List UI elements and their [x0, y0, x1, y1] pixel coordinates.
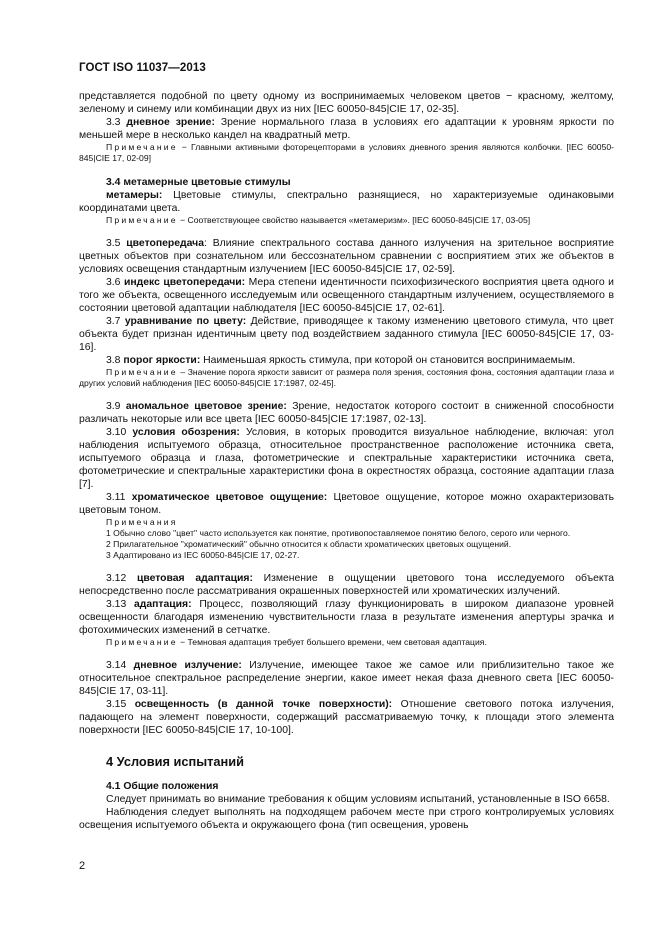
paragraph	[79, 793, 614, 806]
paragraph-text: Зрение нормального глаза в условиях его адаптации к уровням яркости по меньшей мере в несколько кандел на квадратный метр.	[79, 117, 614, 141]
clause-number: 3.3	[106, 117, 127, 128]
term: адаптация:	[133, 599, 192, 610]
paragraph-text: Отношение светового потока излучения, падающего на элемент поверхности, содержащий рассматриваемую точку, к площади этого элемента поверхности [IEC 60050-845|CIE 17, 10-100].	[79, 699, 614, 736]
paragraph-text: : Влияние спектрального состава данного излучения на зрительное восприятие цветных объектов при сознательном или бессознательном сравнении с восприятием этих же объектов в условиях освещения стандартным излучением [IEC 60050-845|CIE 17, 02-59].	[79, 238, 614, 275]
note-paragraph	[79, 517, 614, 528]
term: цветопередача	[126, 238, 204, 249]
page-number: 2	[79, 860, 86, 872]
paragraph	[79, 780, 614, 793]
term: индекс цветопередачи:	[123, 277, 246, 288]
clause-number: 3.12	[106, 573, 137, 584]
paragraph-text: Зрение, недостаток которого состоит в сниженной способности различать некоторые или все цвета [IEC 60050-845|CIE 17:1987, 02-13].	[79, 401, 614, 425]
note-label: Примечания	[106, 517, 178, 527]
note-label: Примечание	[106, 142, 178, 152]
document-body	[79, 90, 614, 832]
term: 3.4 метамерные цветовые стимулы	[106, 177, 291, 188]
paragraph-text: Мера степени идентичности психофизического восприятия цвета одного и того же объекта, освещенного исследуемым или освещенного стандартным излучением, осуществляемого в состоянии цветовой адаптации наблюдателя [IEC 60050-845|CIE 17, 02-61].	[79, 277, 614, 314]
clause-number: 3.11	[106, 492, 132, 503]
section-heading	[79, 755, 614, 768]
paragraph-text: Процесс, позволяющий глазу функционировать в широком диапазоне уровней освещенности благодаря изменению чувствительности глаза в результате изменения апертуры зрачка и фотохимических изменений в сетчатке.	[79, 599, 614, 636]
paragraph	[79, 400, 614, 426]
paragraph	[79, 572, 614, 598]
clause-number: 3.9	[106, 401, 126, 412]
paragraph	[79, 354, 614, 367]
paragraph-text: Действие, приводящее к такому изменению цветового стимула, что цвет объекта будет признан идентичным цвету под воздействием заданного стимула [IEC 60050-845|CIE 17, 03-16].	[79, 316, 614, 353]
term: цветовая адаптация:	[136, 573, 253, 584]
clause-number: 3.14	[106, 660, 134, 671]
clause-number: 3.5	[106, 238, 127, 249]
note-paragraph	[79, 367, 614, 389]
paragraph-text: Наблюдения следует выполнять на подходящем рабочем месте при строго контролируемых условиях освещения испытуемого объекта и окружающего фона (тип освещения, уровень	[79, 807, 614, 831]
paragraph-text: 2 Прилагательное "хроматический" обычно относится к области хроматических цветовых ощущений.	[106, 539, 512, 549]
paragraph-text: Изменение в ощущении цветового тона исследуемого объекта непосредственно после рассматривания окрашенных поверхностей или хроматических излучений.	[79, 573, 614, 597]
paragraph-text: − Темновая адаптация требует большего времени, чем световая адаптация.	[177, 637, 487, 647]
term: 4 Условия испытаний	[106, 754, 244, 769]
paragraph	[79, 276, 614, 315]
term: порог яркости:	[123, 355, 201, 366]
paragraph	[79, 237, 614, 276]
note-paragraph	[79, 539, 614, 550]
term: метамеры:	[106, 190, 163, 201]
paragraph-text: представляется подобной по цвету одному из воспринимаемых человеком цветов − красному, желтому, зеленому и синему или комбинации двух из них [IEC 60050-845|CIE 17, 02-35].	[79, 91, 614, 115]
clause-number: 3.8	[106, 355, 124, 366]
term: освещенность (в данной точке поверхности):	[134, 699, 393, 710]
term: аномальное цветовое зрение:	[125, 401, 287, 412]
page-header: ГОСТ ISO 11037—2013	[79, 62, 206, 74]
note-label: Примечание	[106, 215, 178, 225]
paragraph-text: Наименьшая яркость стимула, при которой он становится воспринимаемым.	[200, 355, 576, 366]
clause-number: 3.15	[106, 699, 135, 710]
clause-number: 3.6	[106, 277, 124, 288]
paragraph	[79, 116, 614, 142]
paragraph	[79, 806, 614, 832]
note-paragraph	[79, 142, 614, 164]
paragraph	[79, 491, 614, 517]
paragraph-text: Цветовые стимулы, спектрально разнящиеся, но характеризуемые одинаковыми координатами цвета.	[79, 190, 614, 214]
paragraph-text: Цветовое ощущение, которое можно охарактеризовать цветовым тоном.	[79, 492, 615, 516]
term: хроматическое цветовое ощущение:	[131, 492, 328, 503]
note-paragraph	[79, 550, 614, 561]
paragraph-text: 1 Обычно слово "цвет" часто используется как понятие, противопоставляемое понятию белого, серого или черного.	[106, 528, 571, 538]
note-paragraph	[79, 528, 614, 539]
paragraph-text: Следует принимать во внимание требования к общим условиям испытаний, установленные в ISO 6658.	[106, 794, 610, 805]
term: 4.1 Общие положения	[106, 781, 219, 792]
paragraph-text: − Соответствующее свойство называется «метамеризм». [IEC 60050-845|CIE 17, 03-05]	[177, 215, 531, 225]
note-paragraph	[79, 637, 614, 648]
paragraph	[79, 659, 614, 698]
paragraph-text: 3 Адаптировано из IEC 60050-845|CIE 17, 02-27.	[106, 550, 300, 560]
term: условия обозрения:	[132, 427, 240, 438]
paragraph	[79, 189, 614, 215]
paragraph	[79, 315, 614, 354]
term: дневное зрение:	[126, 117, 215, 128]
paragraph	[79, 90, 614, 116]
paragraph-text: − Главными активными фоторецепторами в условиях дневного зрения являются колбочки. [IEC 60050-845|CIE 17, 02-09]	[79, 142, 614, 163]
term: дневное излучение:	[133, 660, 242, 671]
paragraph	[79, 176, 614, 189]
paragraph-text: Условия, в которых проводится визуальное наблюдение, включая: угол наблюдения испытуемого образца, относительное пространственное расположение источника света, испытуемого образца и глаза, фотометрические и спектральные характеристики источника света, фотометрические и спектральные характеристики фона в окрестностях образца, состояние адаптации глаза [7].	[79, 427, 614, 490]
paragraph-text: Излучение, имеющее такое же самое или приблизительно такое же относительное спектральное распределение энергии, какое имеет некая фаза дневного света [IEC 60050-845|CIE 17, 03-11].	[79, 660, 614, 697]
note-paragraph	[79, 215, 614, 226]
clause-number: 3.13	[106, 599, 134, 610]
paragraph-text: – Значение порога яркости зависит от размера поля зрения, состояния фона, состояния адаптации глаза и других условий наблюдения [IEC 60050-845|CIE 17:1987, 02-45].	[79, 367, 614, 388]
paragraph	[79, 598, 614, 637]
note-label: Примечание	[106, 367, 178, 377]
clause-number: 3.7	[106, 316, 125, 327]
paragraph	[79, 426, 614, 491]
term: уравнивание по цвету:	[124, 316, 247, 327]
paragraph	[79, 698, 614, 737]
clause-number: 3.10	[106, 427, 133, 438]
note-label: Примечание	[106, 637, 178, 647]
